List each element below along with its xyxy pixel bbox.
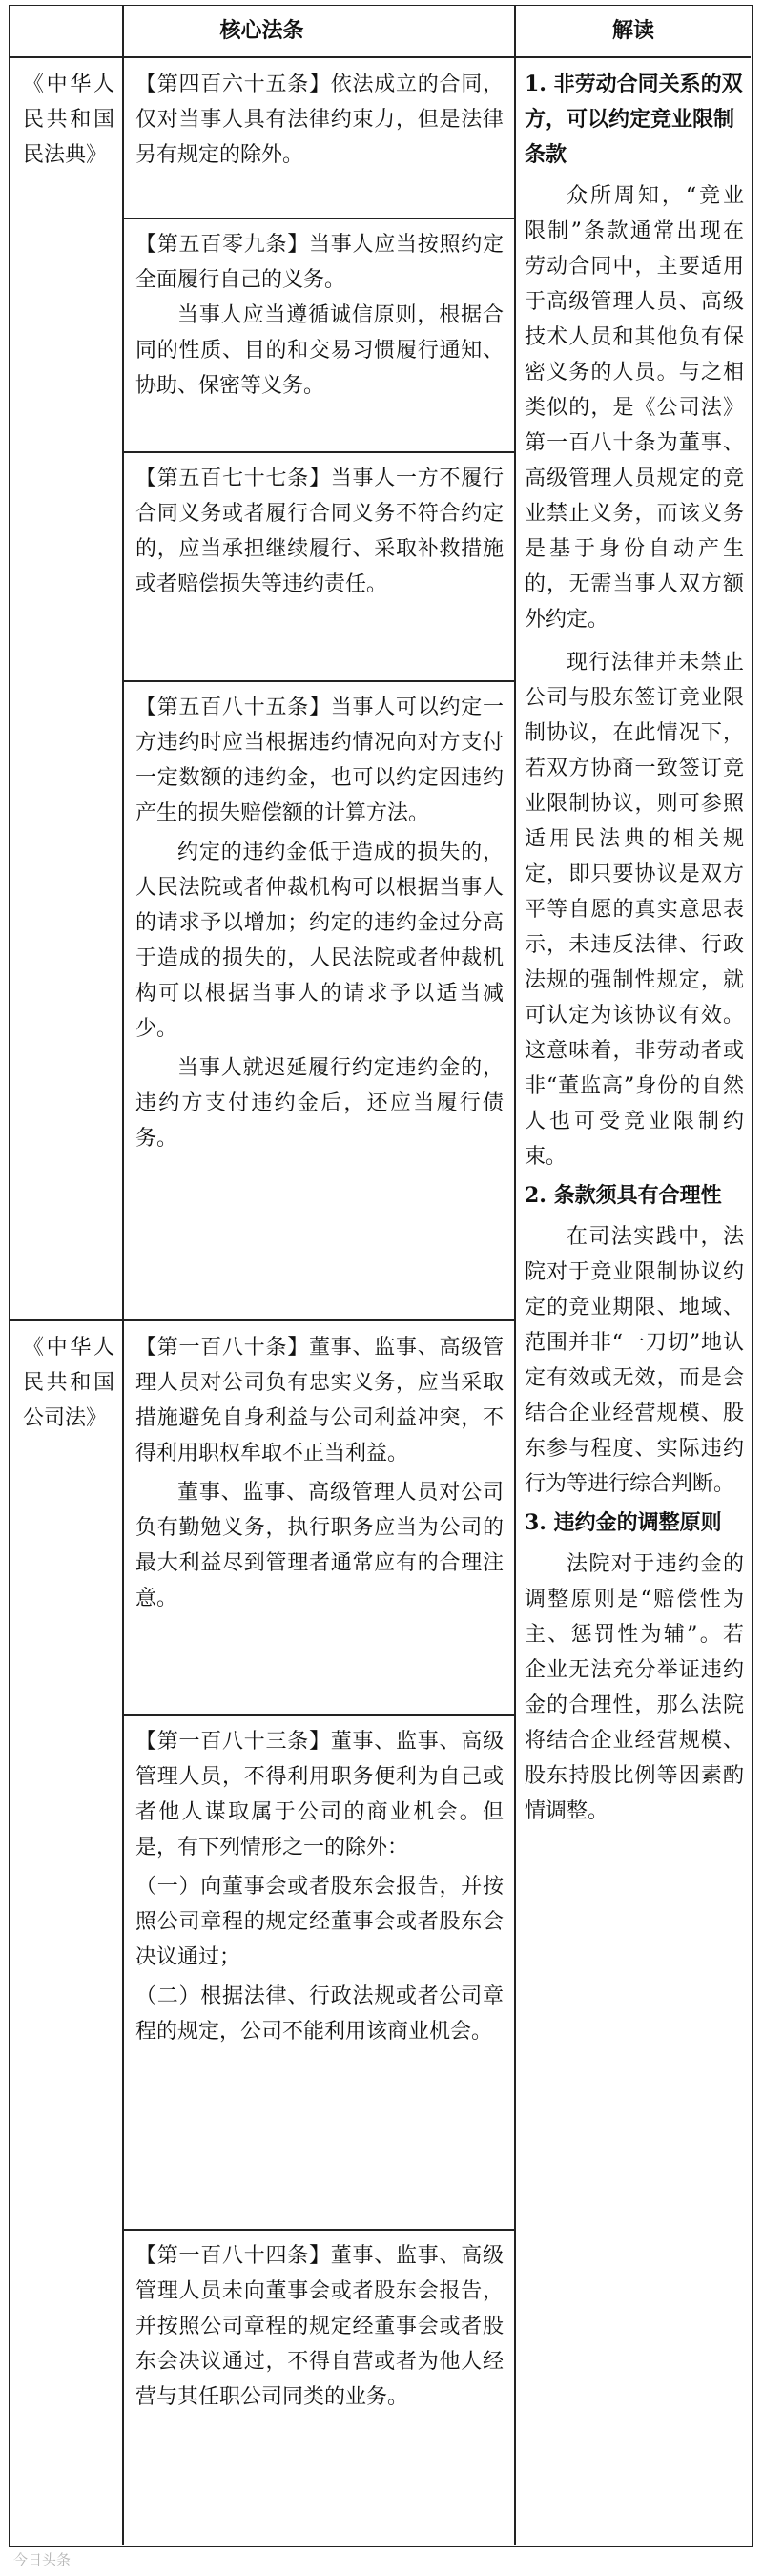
law-name-company-law: 《中华人民共和国公司法》 [23,1336,114,1430]
clause-cell [135,2238,504,2415]
divider-row [123,680,515,682]
clause-text: （一）向董事会或者股东会报告，并按照公司章程的规定经董事会或者股东会决议通过； [135,1875,504,1969]
clause-text: 【第四百六十五条】依法成立的合同，仅对当事人具有法律约束力，但是法律另有规定的除外。 [135,73,504,167]
header-interpretation: 解读 [611,18,654,43]
clause-cell [135,227,504,404]
divider-header [10,56,751,58]
watermark: 今日头条 [13,2551,72,2568]
clause-text: 【第一百八十四条】董事、监事、高级管理人员未向董事会或者股东会报告，并按照公司章程的规定经董事会或者股东会决议通过，不得自营或者为他人经营与其任职公司同类的业务。 [135,2244,504,2409]
interpretation-text: 法院对于违约金的调整原则是“赔偿性为主、惩罚性为辅”。若企业无法充分举证违约金的合理性，那么法院将结合企业经营规模、股东持股比例等因素酌情调整。 [525,1552,744,1823]
clause-cell [135,690,504,1156]
divider-law-group [10,1319,515,1321]
clause-text: 约定的违约金低于造成的损失的，人民法院或者仲裁机构可以根据当事人的请求予以增加；约定的违约金过分高于造成的损失的，人民法院或者仲裁机构可以根据当事人的请求予以适当减少。 [135,841,504,1041]
clause-text: 【第五百零九条】当事人应当按照约定全面履行自己的义务。 [135,233,504,292]
clause-text: 当事人就迟延履行约定违约金的，违约方支付违约金后，还应当履行债务。 [135,1056,504,1151]
interpretation-heading: 3. 违约金的调整原则 [525,1510,722,1535]
divider-row [123,218,515,219]
clause-cell [135,1330,504,1616]
divider-row [123,2229,515,2231]
clause-text: 当事人应当遵循诚信原则，根据合同的性质、目的和交易习惯履行通知、协助、保密等义务。 [135,303,504,398]
interpretation-heading: 2. 条款须具有合理性 [525,1183,722,1208]
clause-cell [135,461,504,602]
clause-text: 【第一百八十条】董事、监事、高级管理人员对公司负有忠实义务，应当采取措施避免自身利益与公司利益冲突，不得利用职权牟取不正当利益。 [135,1336,504,1465]
header-core-clauses: 核心法条 [219,18,304,43]
law-name-civil-code: 《中华人民共和国民法典》 [23,73,114,167]
clause-cell [135,1724,504,2049]
divider-row [123,451,515,453]
interpretation-heading: 1. 非劳动合同关系的双方，可以约定竞业限制条款 [525,72,743,167]
clause-text: （二）根据法律、行政法规或者公司章程的规定，公司不能利用该商业机会。 [135,1984,504,2044]
divider-row [123,1714,515,1716]
clause-text: 董事、监事、高级管理人员对公司负有勤勉义务，执行职务应当为公司的最大利益尽到管理者通常应有的合理注意。 [135,1481,504,1610]
clause-text: 【第一百八十三条】董事、监事、高级管理人员，不得利用职务便利为自己或者他人谋取属于公司的商业机会。但是，有下列情形之一的除外： [135,1730,504,1859]
interpretation-text: 现行法律并未禁止公司与股东签订竞业限制协议，在此情况下，若双方协商一致签订竞业限制协议，则可参照适用民法典的相关规定，即只要协议是双方平等自愿的真实意思表示，未违反法律、行政法规的强制性规定，就可认定为该协议有效。这意味着，非劳动者或非“董监高”身份的自然人也可受竞业限制约束。 [525,651,744,1169]
law-table [9,5,753,2547]
interpretation-text: 在司法实践中，法院对于竞业限制协议约定的竞业期限、地域、范围并非“一刀切”地认定有效或无效，而是会结合企业经营规模、股东参与程度、实际违约行为等进行综合判断。 [525,1225,744,1496]
divider-col1 [122,6,124,2545]
clause-cell [135,67,504,173]
interpretation-text: 众所周知，“竞业限制”条款通常出现在劳动合同中，主要适用于高级管理人员、高级技术人员和其他负有保密义务的人员。与之相类似的，是《公司法》第一百八十条为董事、高级管理人员规定的竞业禁止义务，而该义务是基于身份自动产生的，无需当事人双方额外约定。 [525,184,744,632]
interpretation-column [525,67,744,1829]
divider-col2 [514,6,516,2545]
clause-text: 【第五百七十七条】当事人一方不履行合同义务或者履行合同义务不符合约定的，应当承担继续履行、采取补救措施或者赔偿损失等违约责任。 [135,467,504,596]
clause-text: 【第五百八十五条】当事人可以约定一方违约时应当根据违约情况向对方支付一定数额的违约金，也可以约定因违约产生的损失赔偿额的计算方法。 [135,696,504,825]
